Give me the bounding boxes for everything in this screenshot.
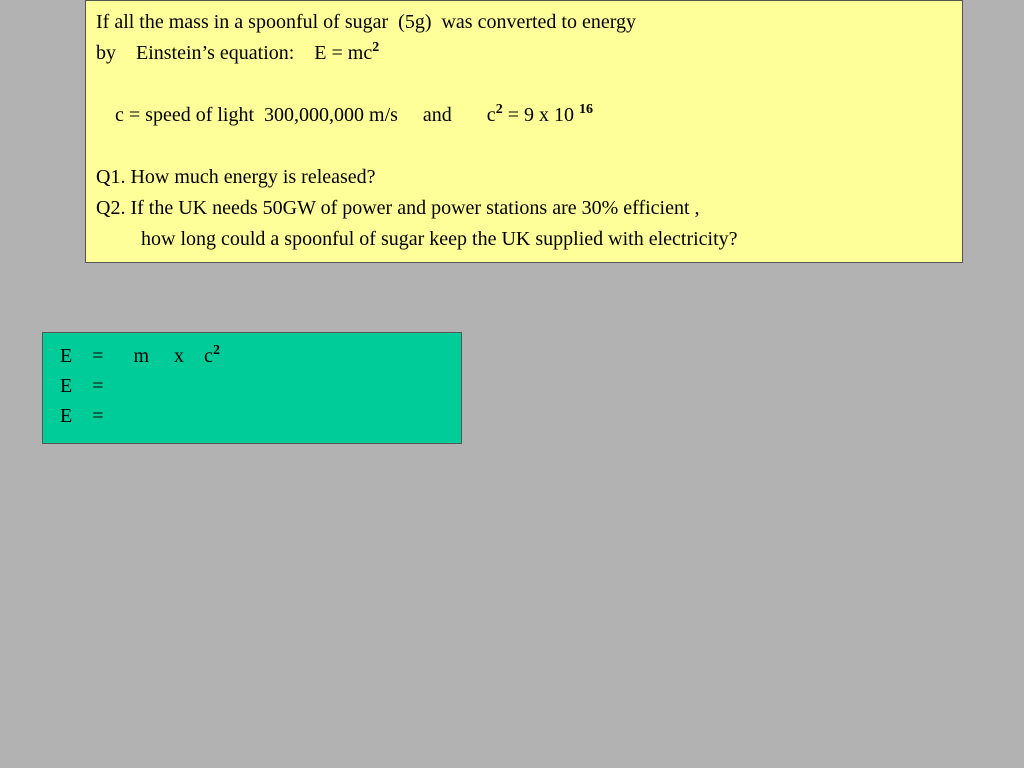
problem-line-2 xyxy=(96,38,379,71)
equation-text: by Einstein’s equation: E = mc xyxy=(96,42,373,64)
question-1-text: Q1. How much energy is released? xyxy=(96,166,376,188)
c-squared-exponent: 2 xyxy=(495,102,503,117)
question-1 xyxy=(96,162,376,193)
answer-row-2-text: E = xyxy=(60,375,104,397)
answer-row-1 xyxy=(60,341,220,374)
speed-of-light-text: c = speed of light 300,000,000 m/s and c xyxy=(115,104,496,126)
question-2-line-1 xyxy=(96,193,700,224)
problem-line-1 xyxy=(96,7,636,38)
answer-row-3 xyxy=(60,401,104,431)
power-of-ten-exponent: 16 xyxy=(578,102,593,117)
problem-line-1-text: If all the mass in a spoonful of sugar (5g) was converted to energy xyxy=(96,11,637,33)
equation-exponent: 2 xyxy=(372,40,380,55)
answer-row-1-text: E = m x c xyxy=(60,345,213,367)
answer-row-2 xyxy=(60,371,104,401)
c-squared-value: = 9 x 10 xyxy=(502,104,579,126)
problem-box xyxy=(85,0,963,263)
answer-row-3-text: E = xyxy=(60,405,104,427)
question-2-text: Q2. If the UK needs 50GW of power and power stations are 30% efficient , xyxy=(96,197,700,219)
question-2-continuation: how long could a spoonful of sugar keep the UK supplied with electricity? xyxy=(141,228,738,250)
answer-box xyxy=(42,332,462,444)
problem-line-3 xyxy=(115,100,593,133)
question-2-line-2 xyxy=(141,224,738,255)
answer-row-1-exponent: 2 xyxy=(212,343,220,358)
